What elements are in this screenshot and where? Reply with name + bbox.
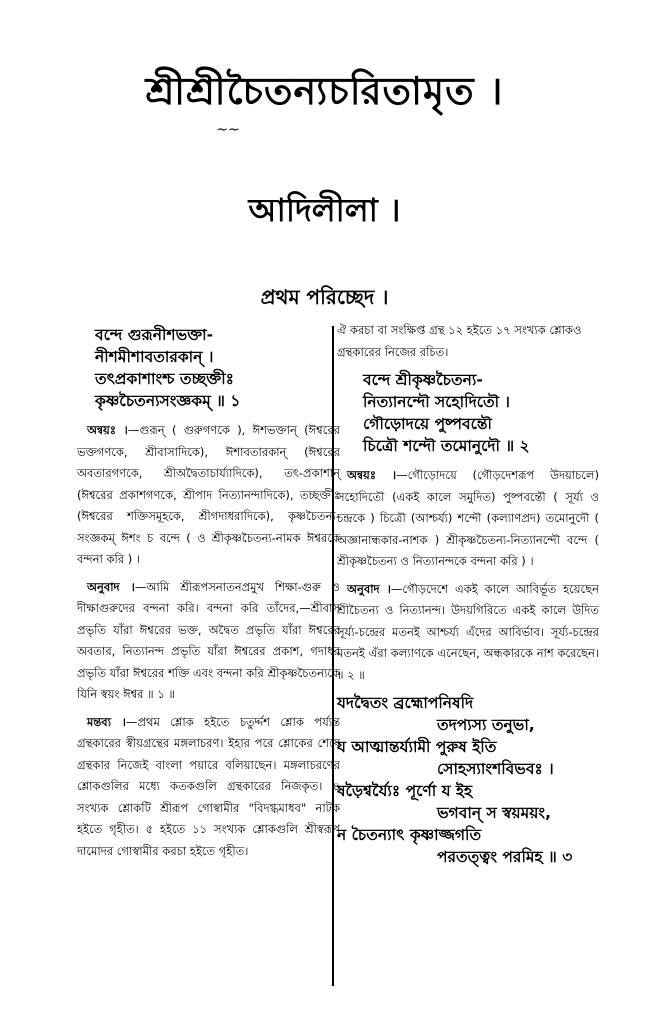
verse-line: য আত্মান্তর্য্যামী পুরুষ ইতি — [337, 738, 497, 756]
anuvada-paragraph — [77, 577, 340, 706]
chapter-title: প্রথম পরিচ্ছেদ । — [260, 285, 389, 309]
verse-line: সোহস্যাংশবিভবঃ । — [437, 760, 554, 778]
verse-line: বন্দে শ্রীকৃষ্ণচৈতন্য- — [363, 371, 483, 389]
anvaya-paragraph — [337, 465, 599, 573]
anuvada-paragraph — [337, 579, 599, 687]
book-title: শ্রীশ্রীচৈতন্যচরিতামৃত । — [145, 69, 504, 113]
anuvada-text: —গৌড়দেশে একই কালে আবির্ভূত হয়েছেন শ্রীচৈতন্য ও নিত্যানন্দ। উদয়গিরিতে একই কালে উদিত সূর্য্য-চন্দ্রের মতনই আশ্চর্য্য এঁদের আবির্ভাব। সূর্য্য-চন্দ্রের মতনই এঁরা কল্যাণকে এনেছেন, অন্ধকারকে নাশ করেছেন। ॥ ২ ॥ — [337, 581, 600, 682]
anuvada-text: —আমি শ্রীরূপসনাতনপ্রমুখ শিক্ষা-গুরু ও দীক্ষাগুরুদের বন্দনা করি। বন্দনা করি তাঁদের,—শ্রীবাস প্রভৃতি যাঁরা ঈশ্বরের ভক্ত, অদ্বৈত প্রভৃতি যাঁরা ঈশ্বরের অবতার, নিত্যানন্দ প্রভৃতি যাঁরা ঈশ্বরের প্রকাশ, গদাধর প্রভৃতি যাঁরা ঈশ্বরের শক্তি এবং বন্দনা করি শ্রীকৃষ্ণচৈতন্যকে যিনি স্বয়ং ঈশ্বর ॥ ১ ॥ — [77, 579, 341, 701]
anvaya-label: অন্বয়ঃ । — [87, 423, 128, 437]
verse-line: নিত্যানন্দৌ সহোদিতৌ । — [363, 393, 510, 411]
anvaya-paragraph — [77, 420, 340, 571]
verse-line: যদদ্বৈতং ব্রহ্মোপনিষদি — [337, 694, 474, 712]
section-title: আদিলীলা । — [248, 191, 401, 229]
verse-1 — [77, 324, 340, 412]
intro-paragraph: ঐ করচা বা সংক্ষিপ্ত গ্রন্থ ১২ হইতে ১৭ সংখ্যক শ্লোকও গ্রন্থকারের নিজের রচিত। — [337, 323, 582, 359]
mantavya-text: —প্রথম শ্লোক হইতে চতুর্দ্দশ শ্লোক পর্য্যন্ত গ্রন্থকারের স্বীয়গ্রন্থের মঙ্গলাচরণ। ইহার পরে শ্লোকের শেষে গ্রন্থকার নিজেই বাংলা পয়ারে বলিয়াছেন। মঙ্গলাচরণের শ্লোকগুলির মধ্যে কতকগুলি গ্রন্থকারের নিজকৃত। ৪ সংখ্যক শ্লোকটি শ্রীরূপ গোস্বামীর "বিদগ্ধমাধব" নাটক হইতে গৃহীত। ৫ হইতে ১১ সংখ্যক শ্লোকগুলি শ্রীস্বরূপ দামোদর গোস্বামীর করচা হইতে গৃহীত। — [77, 714, 340, 858]
ornament-divider: ~~ — [216, 122, 240, 138]
verse-line: ষড়ৈশ্বর্য্যৈঃ পূর্ণো য ইহ — [337, 782, 473, 800]
verse-line: তৎপ্রকাশাংশ্চ তচ্ছক্তীঃ — [95, 370, 234, 388]
verse-line: ন চৈতন্যাৎ কৃষ্ণাজ্জগতি — [337, 826, 482, 844]
anvaya-text: —গুরূন্‌ ( গুরুগণকে ), ঈশভক্তান্‌ (ঈশ্বরের ভক্তগণকে, শ্রীবাসাদিকে), ঈশাবতারকান্‌ (ঈশ্বরের অবতারগণকে, শ্রীঅদ্বৈতাচার্য্যাদিকে), তৎ-প্রকাশান্‌ (ঈশ্বরের প্রকাশগণকে, শ্রীপাদ নিত্যানন্দাদিকে), তচ্ছক্তীঃ (ঈশ্বরের শক্তিসমূহকে, শ্রীগদাধরাদিকে), কৃষ্ণচৈতন্য-সংজ্ঞকম্‌ ঈশং চ বন্দে ( ও শ্রীকৃষ্ণচৈতন্য-নামক ঈশ্বরকে বন্দনা করি ) । — [77, 423, 340, 566]
anvaya-label: অন্বয়ঃ । — [347, 468, 397, 482]
verse-line: চিত্রৌ শন্দৌ তমোনুদৌ ॥ ২ — [363, 437, 530, 455]
verse-line: গৌড়োদয়ে পুষ্পবন্তৌ — [363, 415, 492, 433]
anvaya-text: —গৌড়োদয়ে (গৌড়দেশরূপ উদয়াচলে) সহোদিতৌ (একই কালে সমুদিত) পুষ্পবন্তৌ ( সূর্য্য ও চন্দ্রকে ) চিত্রৌ (আশ্চর্য্য) শন্দৌ (কল্যাণপ্রদ) তমোনুদৌ ( অজ্ঞানান্ধকার-নাশক ) শ্রীকৃষ্ণচৈতন্য-নিত্যানন্দৌ বন্দে ( শ্রীকৃষ্ণচৈতন্য ও নিত্যানন্দকে বন্দনা করি ) । — [337, 468, 599, 568]
left-column — [77, 320, 340, 868]
anuvada-label: অনুবাদ । — [347, 581, 391, 596]
mantavya-label: মন্তব্য । — [87, 714, 126, 729]
verse-line: নীশমীশাবতারকান্‌ । — [95, 348, 214, 366]
verse-3 — [337, 692, 599, 868]
verse-line: ভগবান্‌ স স্বয়ময়ং, — [437, 804, 551, 822]
anuvada-label: অনুবাদ । — [87, 579, 135, 594]
verse-2 — [337, 369, 599, 457]
verse-line: কৃষ্ণচৈতন্যসংজ্ঞকম্‌ ॥ ১ — [95, 392, 241, 410]
verse-line: পরতত্ত্বং পরমিহ ॥ ৩ — [437, 848, 573, 866]
right-column — [337, 320, 599, 876]
verse-line: তদপ্যস্য তনুভা, — [437, 716, 535, 734]
mantavya-paragraph — [77, 712, 340, 863]
verse-line: বন্দে গুরূনীশভক্তা- — [95, 326, 214, 344]
